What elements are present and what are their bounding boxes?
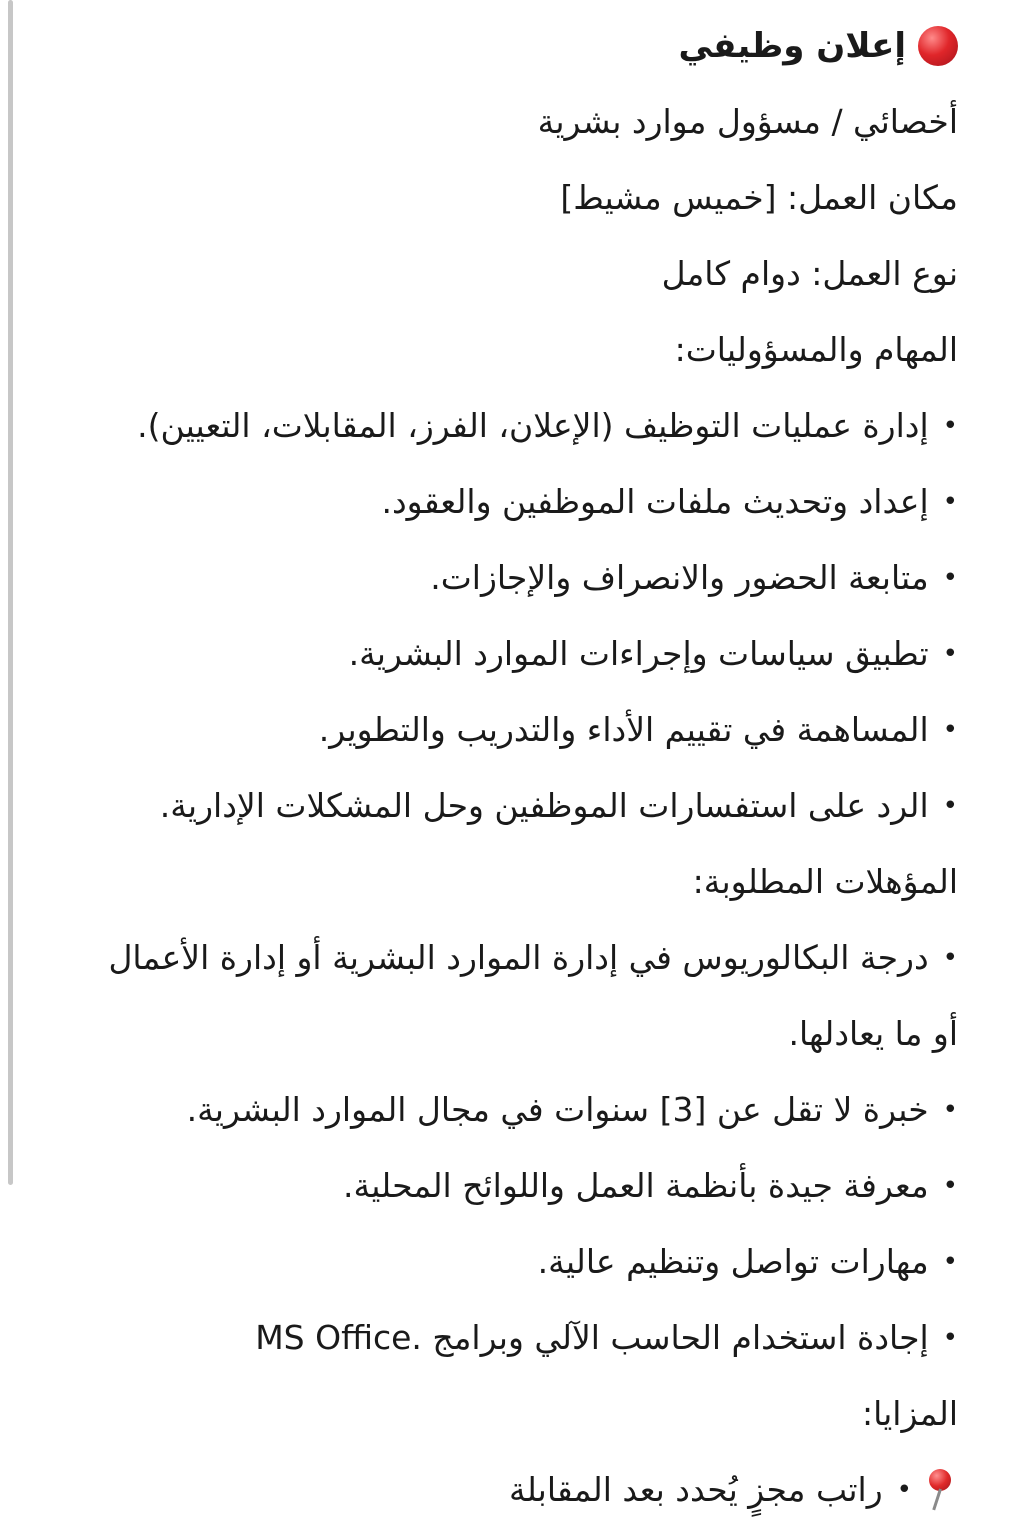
bullet: • [896,1475,912,1505]
responsibility-text: متابعة الحضور والانصراف والإجازات. [430,558,929,597]
qualification-text-prefix: إجادة استخدام الحاسب الآلي وبرامج [432,1318,929,1357]
bullet: • [942,1171,958,1201]
list-item [30,464,958,540]
list-item [30,692,958,768]
bullet: • [942,943,958,973]
benefit-text: راتب مجزٍ يُحدد بعد المقابلة [509,1470,883,1509]
post-title: إعلان وظيفي [678,26,906,66]
post-title-row [30,8,958,84]
red-circle-icon [918,26,958,66]
job-location-text: مكان العمل: [خميس مشيط] [560,178,958,217]
round-pushpin-icon [922,1467,958,1513]
qualification-text: معرفة جيدة بأنظمة العمل واللوائح المحلية. [343,1166,929,1205]
qualification-text [255,1300,928,1376]
job-location [30,160,958,236]
list-item [30,1072,958,1148]
responsibility-text: الرد على استفسارات الموظفين وحل المشكلات الإدارية. [159,786,929,825]
qualification-text: أو ما يعادلها. [788,1014,958,1053]
job-title [30,84,958,160]
qualifications-heading [30,844,958,920]
qualifications-heading-text: المؤهلات المطلوبة: [692,862,958,901]
bullet: • [942,715,958,745]
bullet: • [942,563,958,593]
job-title-text: أخصائي / مسؤول موارد بشرية [537,102,958,141]
responsibilities-heading [30,312,958,388]
list-item [30,920,958,996]
responsibilities-heading-text: المهام والمسؤوليات: [674,330,958,369]
responsibility-text: إعداد وتحديث ملفات الموظفين والعقود. [381,482,929,521]
job-type-text: نوع العمل: دوام كامل [661,254,958,293]
responsibility-text: المساهمة في تقييم الأداء والتدريب والتطوير. [318,710,929,749]
list-item [30,768,958,844]
list-item [30,1148,958,1224]
list-item [30,1452,958,1528]
qualification-text: درجة البكالوريوس في إدارة الموارد البشرية أو إدارة الأعمال [108,938,929,977]
list-item [30,1300,958,1376]
qualification-text: مهارات تواصل وتنظيم عالية. [537,1242,929,1281]
list-item [30,616,958,692]
bullet: • [942,411,958,441]
list-item-continuation [30,996,958,1072]
bullet: • [942,1247,958,1277]
qualification-text-suffix: MS Office. [255,1318,422,1357]
qualification-text: خبرة لا تقل عن [3] سنوات في مجال الموارد البشرية. [186,1090,929,1129]
job-type [30,236,958,312]
bullet: • [942,791,958,821]
job-post [30,8,958,1528]
bullet: • [942,639,958,669]
benefits-heading-text: المزايا: [861,1394,958,1433]
list-item [30,388,958,464]
responsibility-text: تطبيق سياسات وإجراءات الموارد البشرية. [348,634,929,673]
responsibility-text: إدارة عمليات التوظيف (الإعلان، الفرز، المقابلات، التعيين). [137,406,929,445]
list-item [30,1224,958,1300]
bullet: • [942,1323,958,1353]
bullet: • [942,487,958,517]
benefits-heading [30,1376,958,1452]
bullet: • [942,1095,958,1125]
list-item [30,540,958,616]
scrollbar[interactable] [8,0,13,1185]
